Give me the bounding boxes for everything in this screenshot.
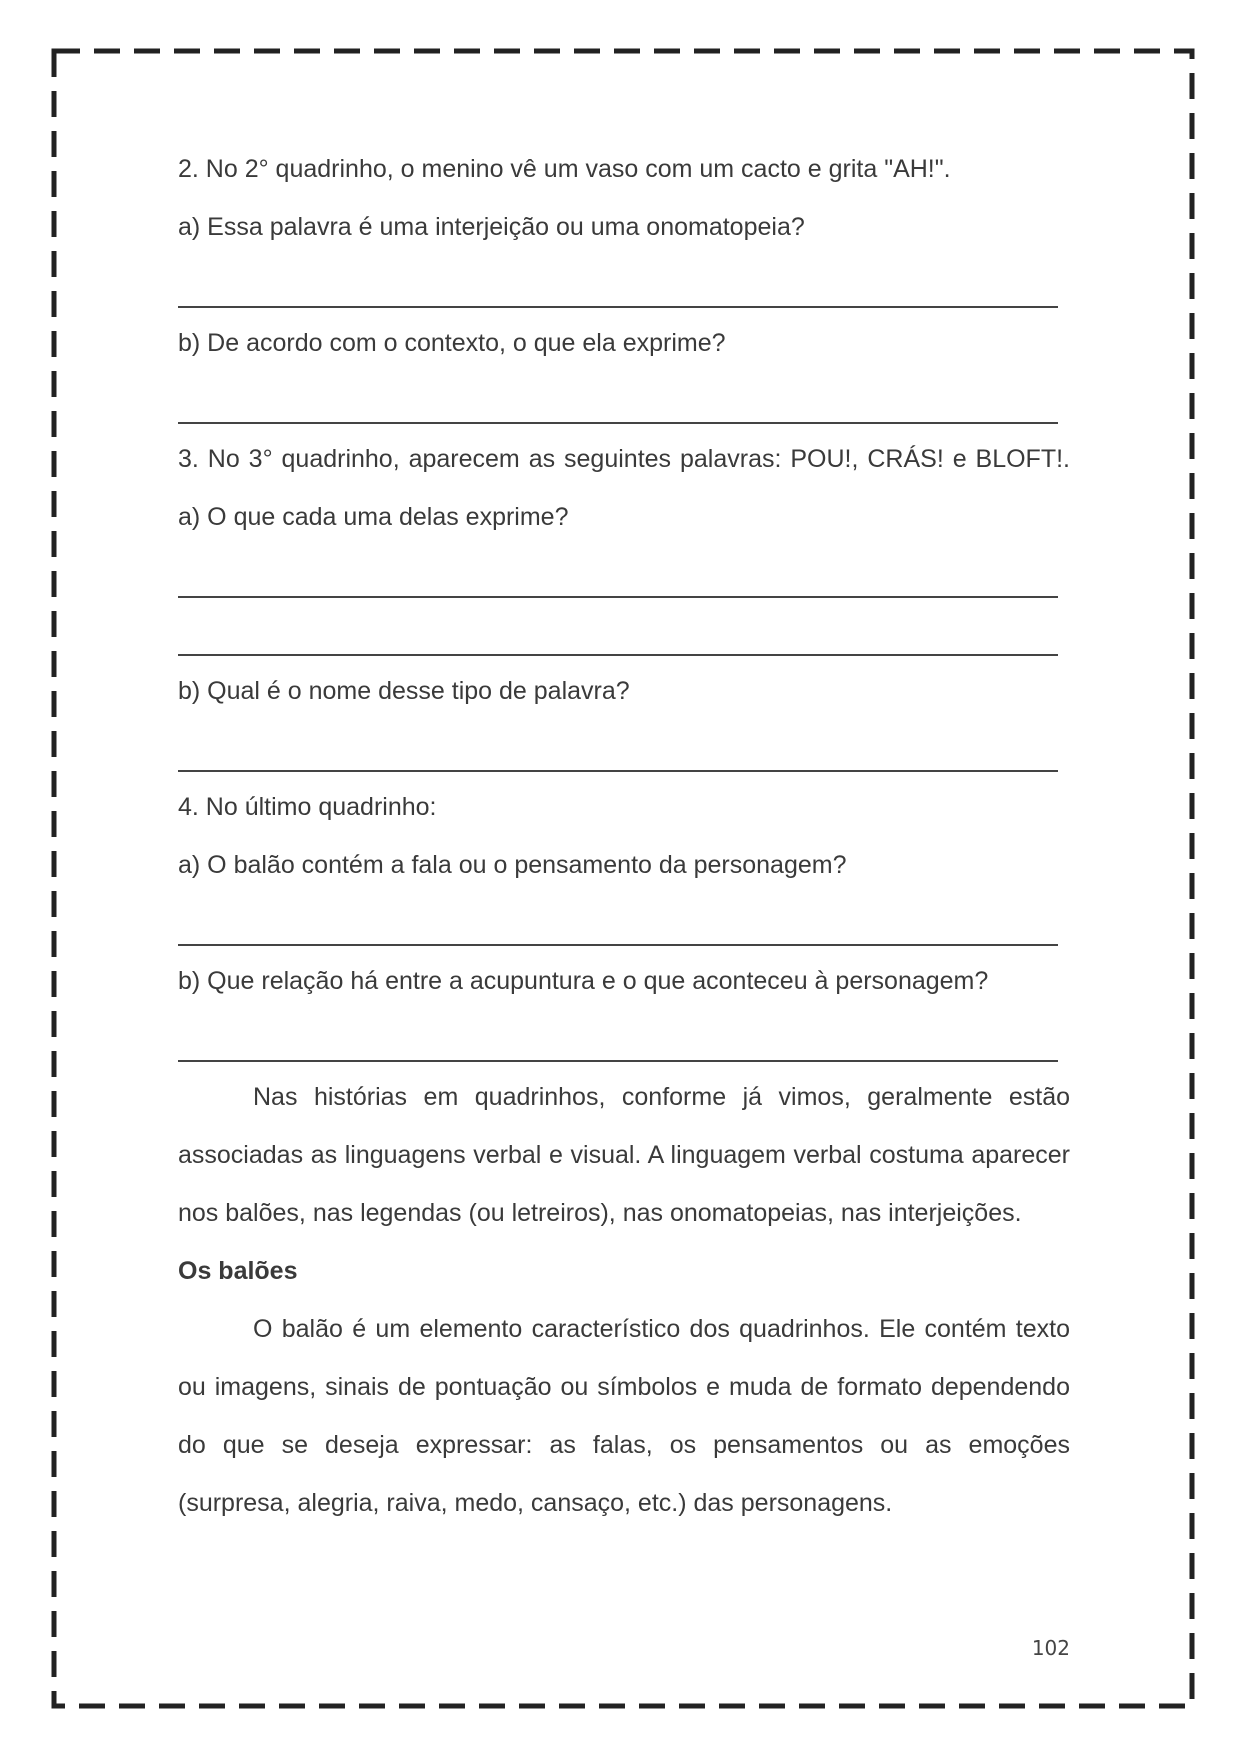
answer-line-3b[interactable] <box>178 720 1070 778</box>
worksheet-content <box>178 140 1070 1532</box>
intro-paragraph: Nas histórias em quadrinhos, conforme já vimos, geralmente estão associadas as linguagens verbal e visual. A linguagem verbal costuma aparecer nos balões, nas legendas (ou letreiros), nas onomatopeias, nas interjeições. <box>178 1083 1070 1227</box>
question-4-title: 4. No último quadrinho: <box>178 793 437 821</box>
question-2b: b) De acordo com o contexto, o que ela exprime? <box>178 329 726 357</box>
answer-line-2b[interactable] <box>178 372 1070 430</box>
question-4b: b) Que relação há entre a acupuntura e o que aconteceu à personagem? <box>178 967 989 995</box>
question-3-title: 3. No 3° quadrinho, aparecem as seguintes palavras: POU!, CRÁS! e BLOFT!. <box>178 445 1070 473</box>
question-4a: a) O balão contém a fala ou o pensamento da personagem? <box>178 851 847 879</box>
section-heading: Os balões <box>178 1257 298 1285</box>
answer-line-4b[interactable] <box>178 1010 1070 1068</box>
question-3a: a) O que cada uma delas exprime? <box>178 503 569 531</box>
answer-line-3a-2[interactable] <box>178 604 1070 662</box>
question-3b: b) Qual é o nome desse tipo de palavra? <box>178 677 630 705</box>
answer-line-4a[interactable] <box>178 894 1070 952</box>
question-2a: a) Essa palavra é uma interjeição ou uma onomatopeia? <box>178 213 805 241</box>
question-2-title: 2. No 2° quadrinho, o menino vê um vaso com um cacto e grita "AH!". <box>178 155 951 183</box>
page-number: 102 <box>1031 1636 1070 1660</box>
balloons-paragraph: O balão é um elemento característico dos quadrinhos. Ele contém texto ou imagens, sinais de pontuação ou símbolos e muda de formato dependendo do que se deseja expressar: as falas, os pensamentos ou as emoções (surpresa, alegria, raiva, medo, cansaço, etc.) das personagens. <box>178 1315 1070 1517</box>
answer-line-3a-1[interactable] <box>178 546 1070 604</box>
answer-line-2a[interactable] <box>178 256 1070 314</box>
